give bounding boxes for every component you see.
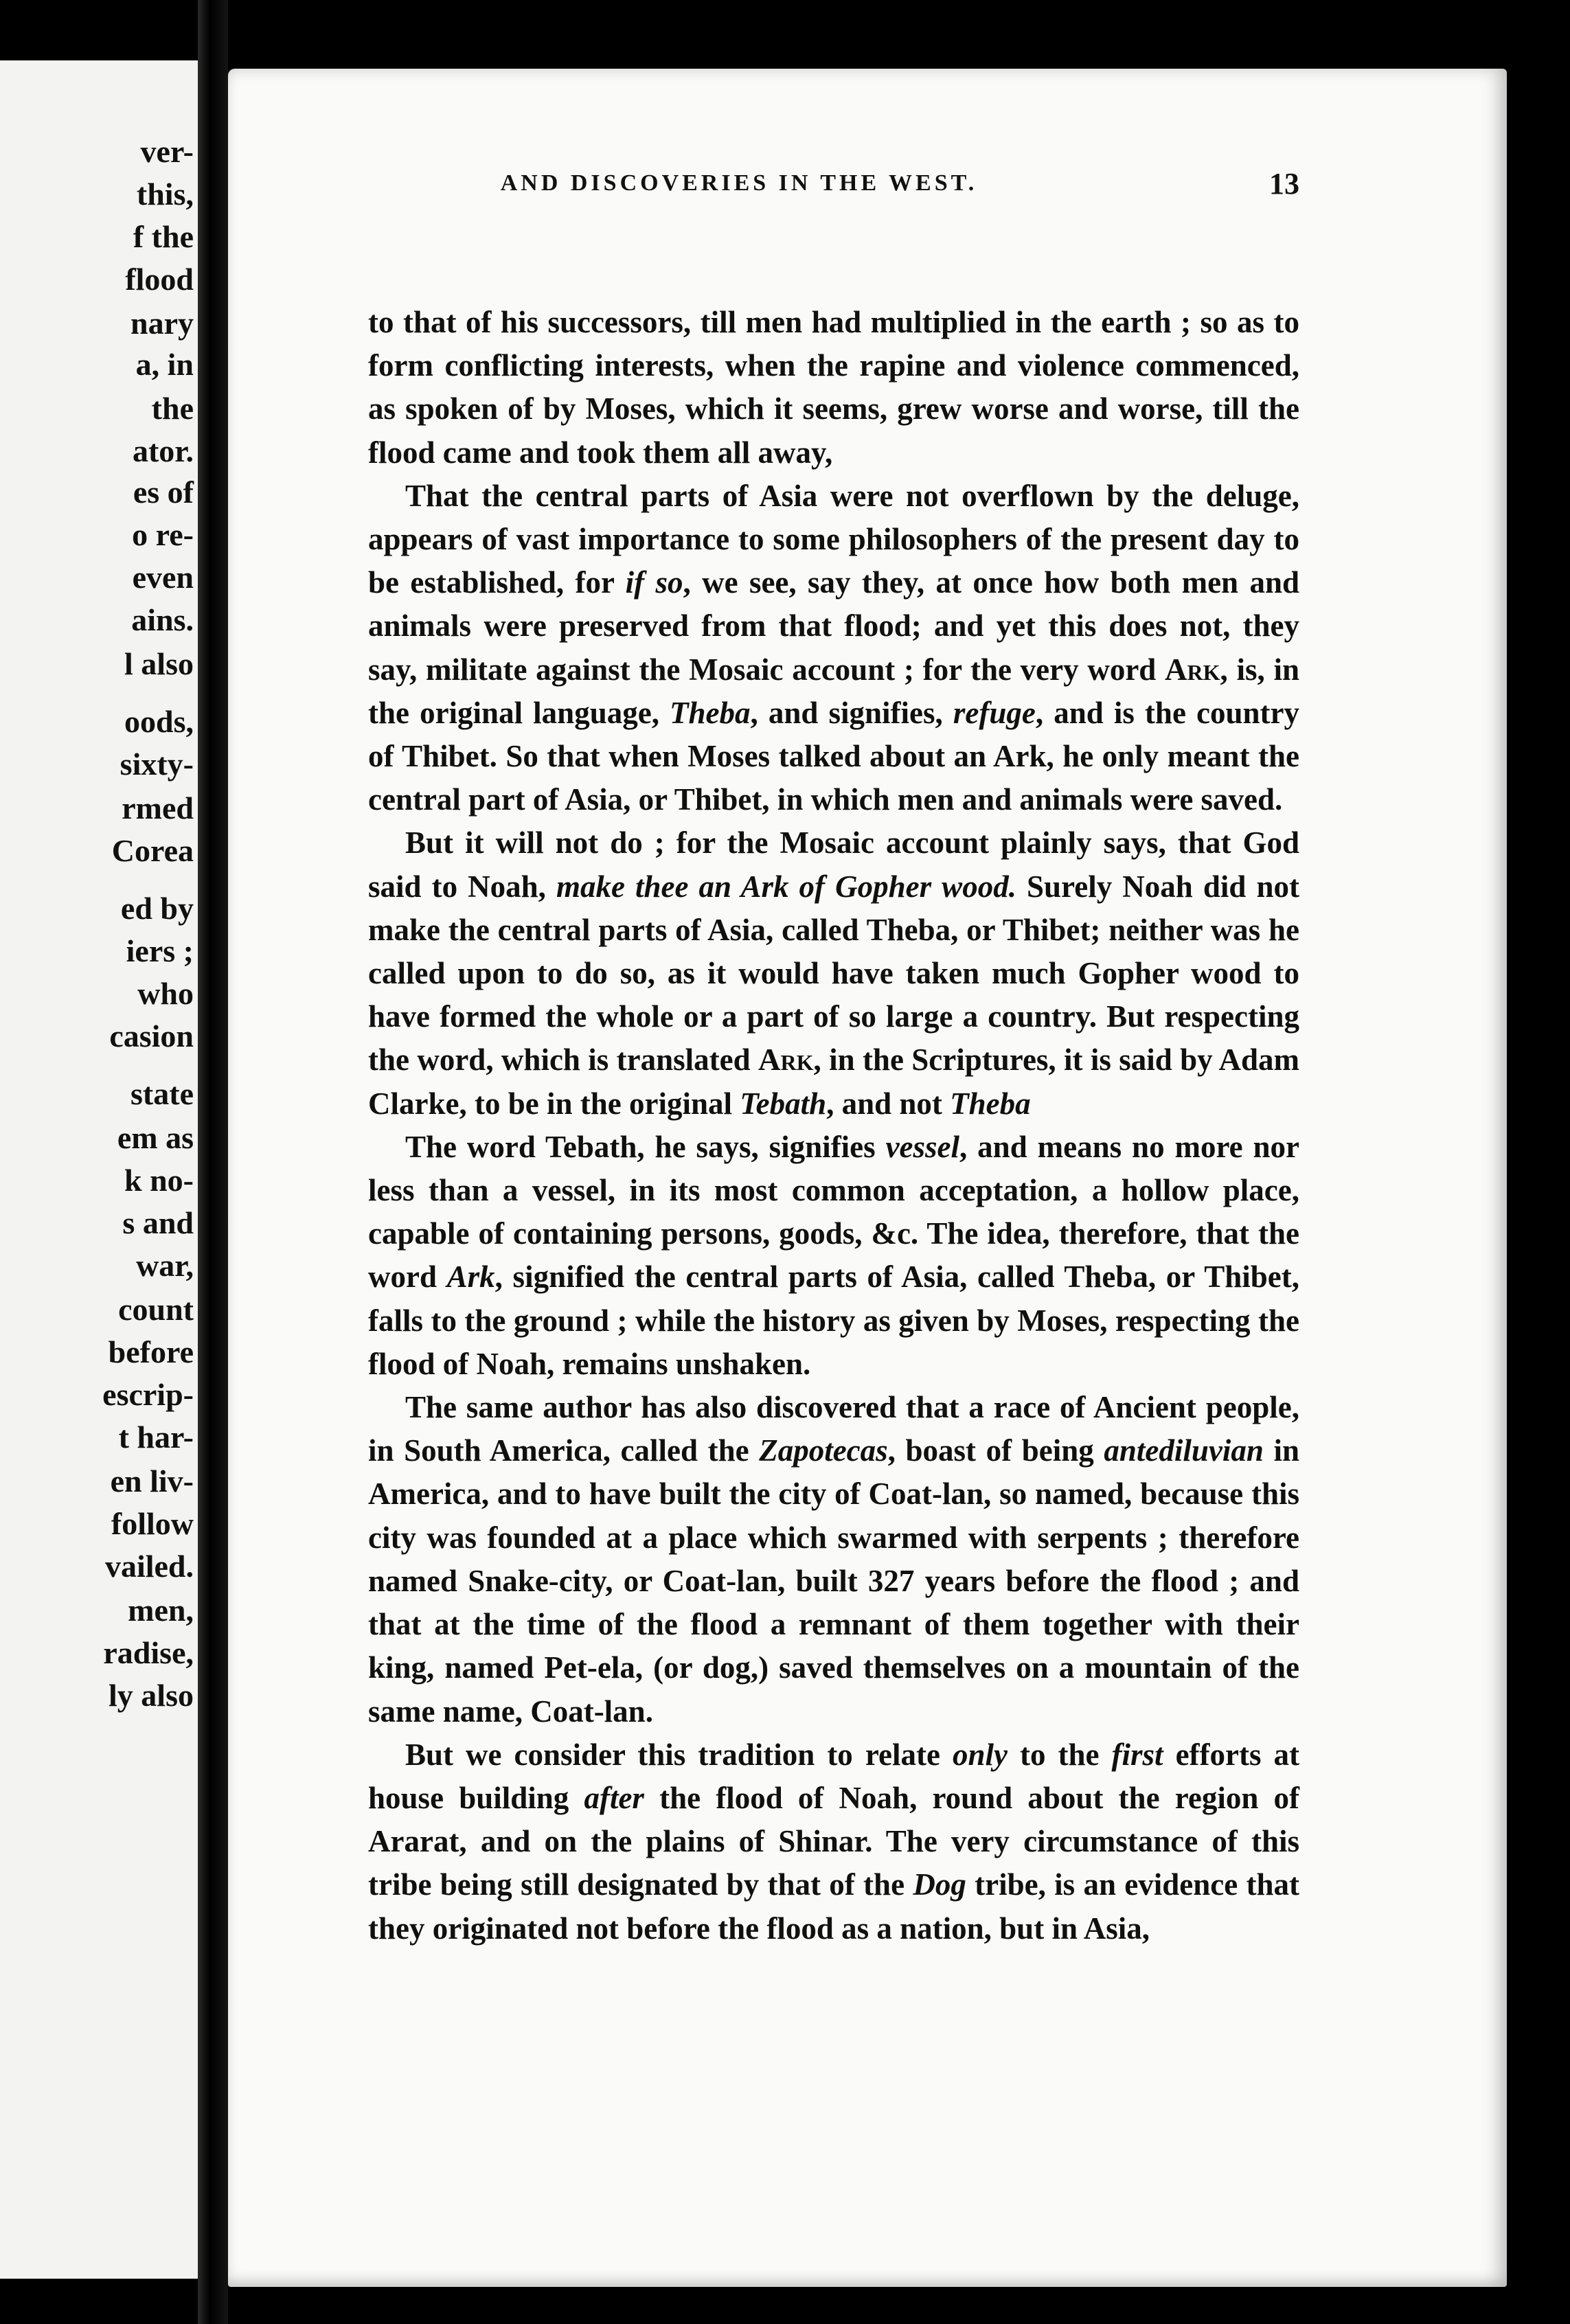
prev-page-line: state	[130, 1076, 194, 1111]
prev-page-line: nary	[130, 306, 194, 341]
prev-page-line: ator.	[132, 433, 194, 468]
prev-page-line: ver-	[140, 134, 194, 169]
prev-page-line: f the	[133, 219, 194, 254]
book-gutter	[198, 0, 228, 2324]
prev-page-line: casion	[109, 1018, 194, 1053]
italic-phrase: Ark	[446, 1260, 495, 1295]
text-run: Surely Noah did not make the central parts of Asia, called Theba, or Thibet; neither was he called upon to do so, as it would have taken much Gopher wood to have formed the whole or a part of so large a country. But respecting the word, which is translated	[368, 869, 1299, 1078]
text-run: The same author has also discovered that a race of Ancient people, in South America, called the	[368, 1390, 1299, 1468]
italic-phrase: Theba	[670, 695, 751, 730]
text-run: The word Tebath, he says, signifies	[405, 1129, 886, 1164]
paragraph	[368, 1733, 1299, 1950]
paragraph	[368, 475, 1299, 822]
prev-page-line: oods,	[124, 704, 194, 739]
text-run: , we see, say they, at once how both men and animals were preserved from that flood; and yet this does not, they say, militate against the Mosaic account ; for the very word	[368, 565, 1300, 687]
text-run: , and is the country of Thibet. So that when Moses talked about an Ark, he only meant the central part of Asia, or Thibet, in which men and animals were saved.	[368, 695, 1299, 817]
prev-page-line: ly also	[109, 1678, 194, 1713]
prev-page-line: before	[108, 1334, 194, 1369]
small-caps-word: Ark	[758, 1043, 814, 1078]
prev-page-line: a, in	[135, 347, 194, 382]
text-run: That the central parts of Asia were not overflown by the deluge, appears of vast importance to some philosophers of the present day to be established, for	[368, 478, 1299, 600]
prev-page-line: escrip-	[102, 1377, 194, 1412]
italic-phrase: Dog	[913, 1867, 966, 1902]
prev-page-line: es of	[133, 475, 194, 510]
prev-page-line: iers ;	[126, 933, 194, 968]
prev-page-line: count	[118, 1292, 194, 1327]
italic-phrase: only	[952, 1737, 1008, 1772]
prev-page-line: this,	[136, 176, 194, 212]
text-run: , is, in the original language,	[368, 652, 1300, 730]
body-text	[368, 301, 1299, 1950]
running-head	[361, 167, 1299, 205]
text-run: in America, and to have built the city of Coat-lan, so named, because this city was founded at a place which swarmed with serpents ; therefore named Snake-city, or Coat-lan, built 327 years before the flood ; and that at the time of the flood a remnant of them together with their king, named Pet-ela, (or dog,) saved themselves on a mountain of the same name, Coat-lan.	[368, 1433, 1299, 1729]
small-caps-word: Ark	[1165, 652, 1220, 687]
italic-phrase: antediluvian	[1104, 1433, 1264, 1468]
paragraph	[368, 301, 1299, 475]
italic-phrase: Tebath	[740, 1086, 827, 1121]
prev-page-line: l also	[124, 646, 194, 681]
italic-phrase: vessel	[885, 1129, 960, 1164]
italic-phrase: Theba	[950, 1086, 1031, 1121]
italic-phrase: if so	[625, 565, 683, 600]
prev-page-line: s and	[122, 1205, 194, 1240]
text-run: , and means no more nor less than a vessel, in its most common acceptation, a hollow place, capable of containing persons, goods, &c. The idea, therefore, that the word	[368, 1129, 1300, 1295]
prev-page-line: radise,	[103, 1635, 194, 1670]
prev-page-line: t har-	[118, 1420, 194, 1455]
prev-page-line: men,	[128, 1593, 194, 1628]
prev-page-line: rmed	[122, 790, 194, 825]
text-run: efforts at house building	[368, 1737, 1299, 1815]
text-run: , in the Scriptures, it is said by Adam Clarke, to be in the original	[368, 1043, 1299, 1121]
prev-page-line: ed by	[120, 891, 194, 926]
text-run: tribe, is an evidence that they originated not before the flood as a nation, but in Asia,	[368, 1867, 1299, 1946]
prev-page-line: Corea	[111, 833, 194, 868]
italic-phrase: first	[1111, 1737, 1163, 1772]
page-number: 13	[1269, 167, 1299, 201]
text-run: to that of his successors, till men had multiplied in the earth ; so as to form conflicting interests, when the rapine and violence commenced, as spoken of by Moses, which it seems, grew worse and worse, till the flood came and took them all away,	[368, 305, 1299, 470]
text-run: But it will not do ; for the Mosaic account plainly says, that God said to Noah,	[368, 825, 1299, 904]
italic-phrase: Zapotecas	[759, 1433, 888, 1468]
prev-page-line: the	[151, 391, 194, 426]
prev-page-line: k no-	[124, 1163, 194, 1198]
prev-page-line: even	[132, 560, 194, 595]
prev-page-line: flood	[125, 262, 194, 297]
prev-page-line: en liv-	[110, 1463, 194, 1499]
prev-page-line: war,	[136, 1248, 194, 1283]
italic-phrase: after	[584, 1780, 644, 1815]
prev-page-line: o re-	[132, 517, 194, 552]
paragraph	[368, 821, 1299, 1125]
previous-page-fragment	[0, 60, 202, 2279]
prev-page-line: em as	[117, 1120, 194, 1155]
paragraph	[368, 1126, 1299, 1386]
text-run: to the	[1007, 1737, 1112, 1772]
text-run: , and not	[826, 1086, 951, 1121]
prev-page-line: sixty-	[120, 747, 194, 782]
text-run: the flood of Noah, round about the region of Ararat, and on the plains of Shinar. The very circumstance of this tribe being still designated by that of the	[368, 1780, 1299, 1902]
text-run: , signified the central parts of Asia, called Theba, or Thibet, falls to the ground ; while the history as given by Moses, respecting the flood of Noah, remains unshaken.	[368, 1260, 1300, 1381]
text-run: But we consider this tradition to relate	[405, 1737, 953, 1772]
running-title: AND DISCOVERIES IN THE WEST.	[500, 170, 978, 196]
text-run: , and signifies,	[750, 695, 953, 730]
italic-phrase: make thee an Ark of Gopher wood.	[556, 869, 1016, 904]
text-run: , boast of being	[887, 1433, 1104, 1468]
italic-phrase: refuge	[953, 695, 1036, 730]
prev-page-line: who	[137, 976, 194, 1011]
prev-page-line: vailed.	[104, 1549, 194, 1584]
prev-page-line: follow	[111, 1506, 194, 1541]
paragraph	[368, 1386, 1299, 1733]
prev-page-line: ains.	[131, 602, 194, 637]
